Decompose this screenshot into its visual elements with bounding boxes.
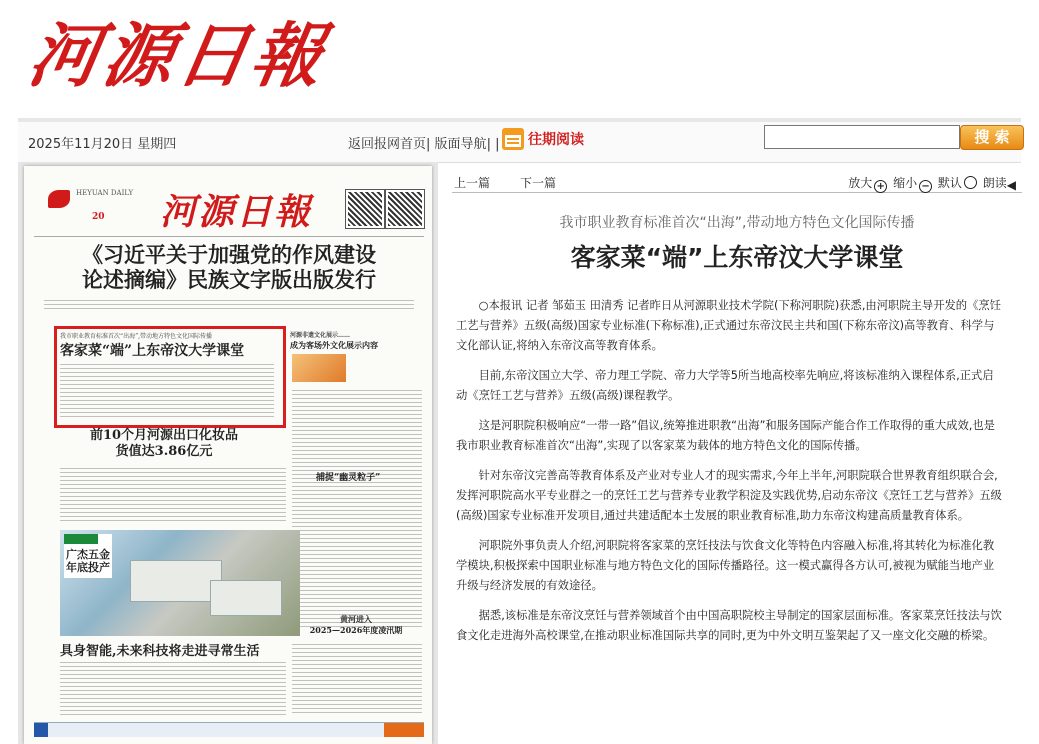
nav-separator: | <box>495 137 500 152</box>
side-kicker: 河源非遗文化展示…… <box>290 332 351 339</box>
archive-link[interactable] <box>502 128 584 150</box>
article-paragraph: 针对东帝汶完善高等教育体系及产业对专业人才的现实需求,今年上半年,河职院联合世界教育组织联合会,发挥河职院高水平专业群之一的烹饪工艺与营养专业教学积淀及实践优势,启动东帝汶《烹饪工艺与营养》五级(高级)国家专业标准开发项目,通过共建适配本土发展的职业教育标准,助力东帝汶构建高质量教育体系。 <box>456 469 1002 522</box>
photo-caption: 广杰五金年底投产 <box>64 534 112 578</box>
mid-headline[interactable] <box>64 428 264 460</box>
text-block <box>60 466 286 524</box>
box-title: 客家菜“端”上东帝汶大学课堂 <box>60 343 245 359</box>
text-block <box>44 298 414 312</box>
article-title: 客家菜“端”上东帝汶大学课堂 <box>570 243 904 272</box>
next-article-link[interactable]: 下一篇 <box>520 176 557 190</box>
read-aloud-button[interactable] <box>983 176 1016 190</box>
issue-date: 2025年11月20日 星期四 <box>28 137 177 152</box>
zoom-in-label: 放大 <box>848 176 873 190</box>
qr-code-icon <box>386 190 424 228</box>
masthead-logo <box>22 8 334 103</box>
article-paragraph: ○本报讯 记者 邹茹玉 田清秀 记者昨日从河源职业技术学院(下称河职院)获悉,由河职院主导开发的《烹饪工艺与营养》五级(高级)国家专业标准(下称标准),正式通过东帝汶民主共和国(下称东帝汶)高等教育、科学与文化部认证,将纳入东帝汶高等教育体系。 <box>456 299 1001 352</box>
page-thumbnail-panel <box>18 162 438 744</box>
newspaper-page[interactable] <box>24 166 432 744</box>
side-thumbnail <box>292 354 346 382</box>
paper-masthead: 河源日報 <box>160 191 313 233</box>
minus-icon: − <box>919 180 932 193</box>
zoom-out-label: 缩小 <box>893 176 918 190</box>
zoom-out-button[interactable] <box>893 176 934 190</box>
right-headline-2-line: 2025—2026年度凌汛期 <box>309 625 403 635</box>
text-block <box>292 388 422 628</box>
nav-separator: | <box>426 137 431 152</box>
article-subtitle: 我市职业教育标准首次“出海”,带动地方特色文化国际传播 <box>559 215 915 231</box>
reading-tools <box>848 174 1016 193</box>
right-headline-2[interactable] <box>286 614 426 636</box>
top-nav <box>348 133 499 152</box>
photo-tag <box>64 534 98 544</box>
default-size-button[interactable] <box>938 176 979 190</box>
paper-english-name: HEYUAN DAILY <box>76 189 134 197</box>
zoom-in-button[interactable] <box>848 176 889 190</box>
paper-header <box>34 186 424 237</box>
paper-issue-number: 20 <box>92 212 105 222</box>
footer-ad <box>384 723 424 737</box>
paper-headline-line: 论述摘编》民族文字版出版发行 <box>82 267 376 292</box>
home-link[interactable]: 返回报网首页 <box>348 137 427 152</box>
article-toolbar <box>452 170 1022 193</box>
paper-footer-strip <box>34 722 424 737</box>
selected-article-highlight[interactable] <box>54 326 286 428</box>
right-headline[interactable]: 捕捉“幽灵粒子” <box>316 473 381 483</box>
bottom-headline[interactable]: 具身智能,未来科技将走进寻常生活 <box>60 644 260 659</box>
article-paragraph: 这是河职院积极响应“一带一路”倡议,统筹推进职教“出海”和服务国际产能合作工作取得的重大成效,也是我市职业教育标准首次“出海”,实现了以客家菜为载体的地方特色文化的国际传播。 <box>456 419 995 452</box>
circle-icon <box>964 176 977 189</box>
paper-headline-line: 《习近平关于加强党的作风建设 <box>82 242 376 267</box>
layout-nav-link[interactable]: 版面导航 <box>434 137 487 152</box>
search-input[interactable] <box>764 125 960 149</box>
plus-icon: + <box>874 180 887 193</box>
read-label: 朗读 <box>982 176 1007 190</box>
mid-headline-line: 货值达3.86亿元 <box>115 444 213 459</box>
side-headline[interactable]: 成为客场外文化展示内容 <box>290 340 378 350</box>
default-label: 默认 <box>937 176 962 190</box>
building-shape <box>210 580 282 616</box>
mid-headline-line: 前10个月河源出口化妆品 <box>89 428 239 443</box>
footer-logo-icon <box>34 723 48 737</box>
top-toolbar <box>18 118 1021 163</box>
search-button[interactable]: 搜 索 <box>960 125 1024 150</box>
right-headline-2-line: 黄河进入 <box>340 614 372 624</box>
archive-label: 往期阅读 <box>528 132 584 148</box>
text-block <box>292 642 422 716</box>
speaker-icon: ◀ <box>1006 178 1016 192</box>
building-shape <box>130 560 222 602</box>
paper-logo-icon <box>48 190 70 208</box>
box-kicker: 我市职业教育标准首次“出海”,带动地方特色文化国际传播 <box>60 333 213 340</box>
article-paragraph: 目前,东帝汶国立大学、帝力理工学院、帝力大学等5所当地高校率先响应,将该标准纳入课程体系,正式启动《烹饪工艺与营养》五级(高级)课程教学。 <box>456 369 994 402</box>
paper-headline[interactable] <box>44 242 414 292</box>
text-block <box>60 660 286 716</box>
nav-separator: | <box>486 137 491 152</box>
article-paragraph: 据悉,该标准是东帝汶烹饪与营养领域首个由中国高职院校主导制定的国家层面标准。客家菜烹饪技法与饮食文化走进海外高校课堂,在推动职业标准国际共享的同时,更为中外文明互鉴架起了又一座文化交融的桥梁。 <box>456 609 1002 642</box>
prev-article-link[interactable]: 上一篇 <box>454 176 491 190</box>
article-body <box>456 296 1004 656</box>
calendar-icon <box>502 128 524 150</box>
article-paragraph: 河职院外事负责人介绍,河职院将客家菜的烹饪技法与饮食文化等特色内容融入标准,将其转化为标准化教学模块,积极探索中国职业标准与地方特色文化的国际传播路径。这一模式赢得各方认可,被视为赋能当地产业升级与经济发展的有效途径。 <box>456 539 995 592</box>
masthead-title: 河源日報 <box>22 14 334 97</box>
qr-code-icon <box>346 190 384 228</box>
